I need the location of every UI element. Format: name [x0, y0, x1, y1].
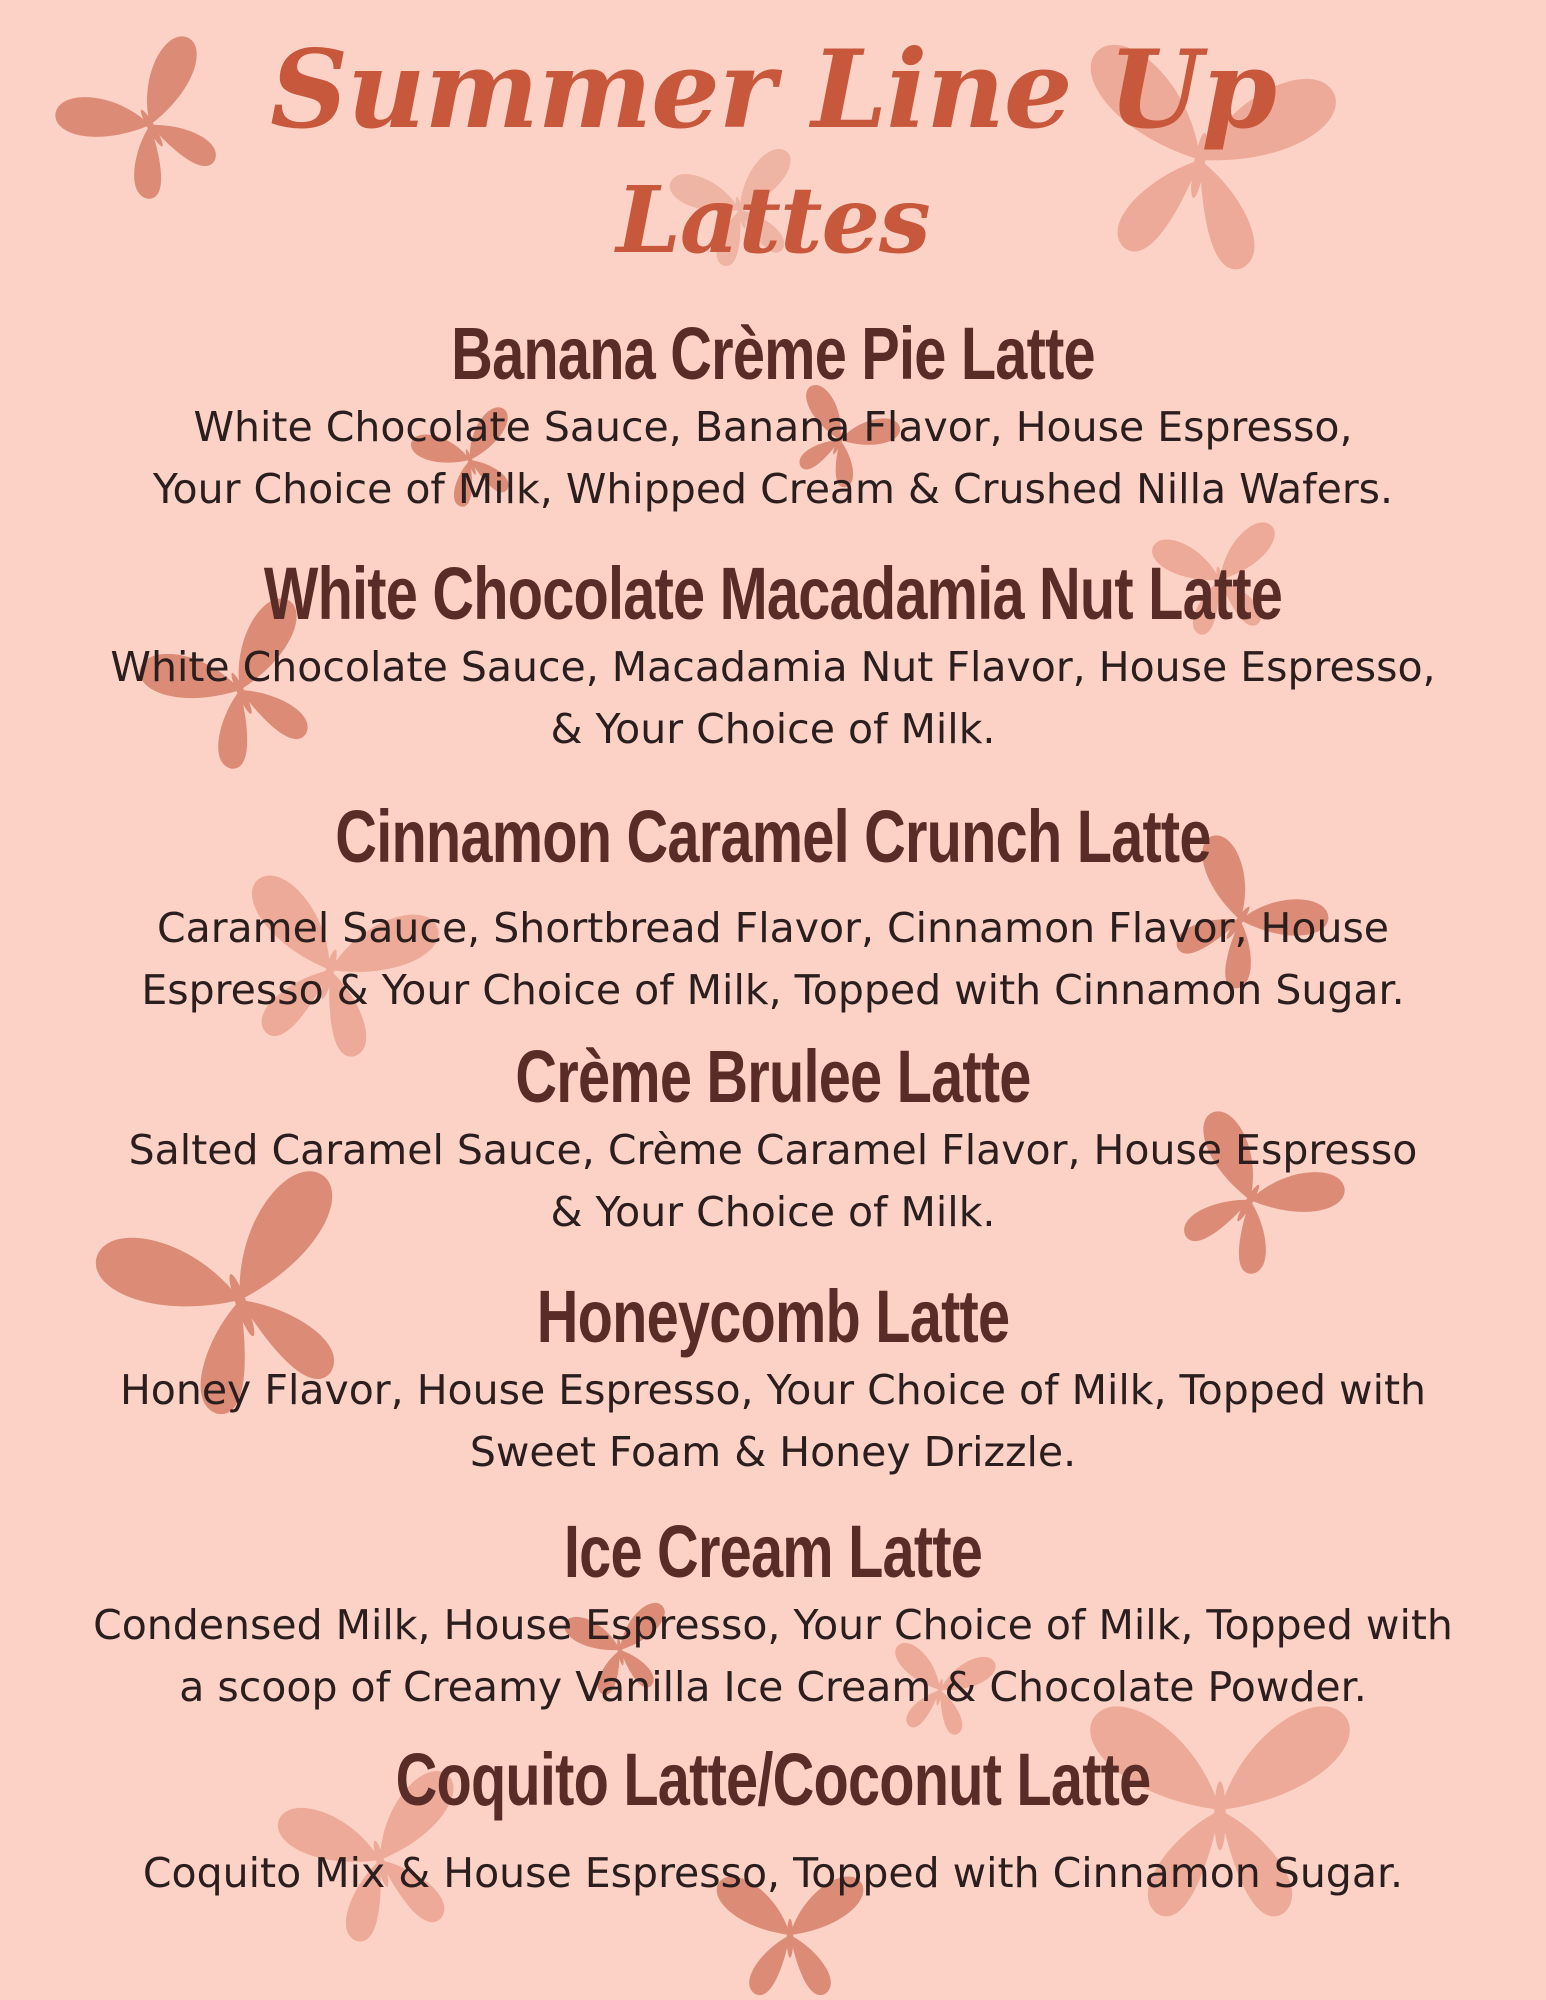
item-name: Crème Brulee Latte — [515, 1035, 1031, 1118]
item-description: White Chocolate Sauce, Banana Flavor, House Espresso, Your Choice of Milk, Whipped Cream & Crushed Nilla Wafers. — [152, 403, 1394, 513]
item-description: Honey Flavor, House Espresso, Your Choice of Milk, Topped with Sweet Foam & Honey Drizzle. — [119, 1366, 1427, 1476]
item-name: Cinnamon Caramel Crunch Latte — [335, 795, 1211, 878]
menu-item — [0, 795, 1546, 1021]
item-description: Coquito Mix & House Espresso, Topped with Cinnamon Sugar. — [142, 1849, 1404, 1897]
item-name: Ice Cream Latte — [563, 1510, 983, 1593]
menu-item — [0, 552, 1546, 760]
item-description: White Chocolate Sauce, Macadamia Nut Flavor, House Espresso, & Your Choice of Milk. — [110, 643, 1436, 753]
menu-item — [0, 1275, 1546, 1483]
menu-subtitle: Lattes — [616, 166, 930, 274]
menu-item — [0, 312, 1546, 520]
item-description: Condensed Milk, House Espresso, Your Choice of Milk, Topped with a scoop of Creamy Vanilla Ice Cream & Chocolate Powder. — [93, 1601, 1453, 1711]
menu-item — [0, 1510, 1546, 1718]
item-description: Salted Caramel Sauce, Crème Caramel Flavor, House Espresso & Your Choice of Milk. — [128, 1126, 1418, 1236]
menu-title: Summer Line Up — [270, 27, 1276, 153]
item-name: Honeycomb Latte — [536, 1275, 1010, 1358]
item-name: Banana Crème Pie Latte — [451, 312, 1095, 395]
item-description: Caramel Sauce, Shortbread Flavor, Cinnamon Flavor, House Espresso & Your Choice of Milk, Topped with Cinnamon Sugar. — [141, 904, 1405, 1014]
menu-item — [0, 1738, 1546, 1904]
item-name: Coquito Latte/Coconut Latte — [395, 1738, 1151, 1821]
menu-item — [0, 1035, 1546, 1243]
item-name: White Chocolate Macadamia Nut Latte — [263, 552, 1283, 635]
